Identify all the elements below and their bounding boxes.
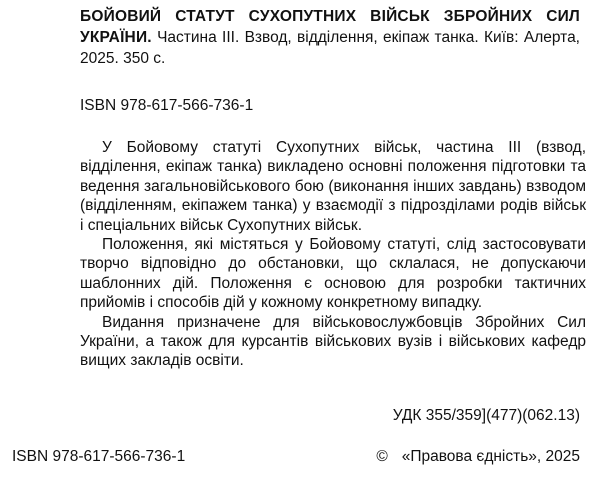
copyright-icon: © (376, 448, 388, 465)
abstract-paragraph: У Бойовому статуті Сухопутних військ, частина III (взвод, відділення, екіпаж танка) викладено основні положення підготовки та ведення загальновійськового бою (виконання інших завдань) взводом (відділенням, екіпажем танка) у взаємодії з підрозділами родів військ і спеціальних військ Сухопутних військ. (80, 139, 586, 234)
udc-code: УДК 355/359](477)(062.13) (392, 407, 580, 424)
abstract-paragraph: Видання призначене для військовослужбовців Збройних Сил України, а також для курсантів військових вузів і військових кафедр вищих закладів освіти. (80, 313, 586, 370)
abstract (80, 138, 586, 371)
copyright-notice (376, 446, 580, 467)
isbn-record: ISBN 978-617-566-736-1 (80, 97, 254, 114)
bibliographic-record (80, 6, 580, 69)
book-details: Частина III. Взвод, відділення, екіпаж танка. Київ: Алерта, 2025. 350 с. (80, 29, 580, 67)
abstract-paragraph: Положення, які містяться у Бойовому статуті, слід застосовувати творчо відповідно до обстановки, що склалася, не допускаючи шаблонних дій. Положення є основою для розробки тактичних прийомів і способів дій у кожному конкретному випадку. (80, 236, 586, 312)
isbn-footer: ISBN 978-617-566-736-1 (12, 448, 186, 465)
copyright-holder: «Правова єдність», 2025 (401, 448, 580, 465)
book-title: БОЙОВИЙ СТАТУТ СУХОПУТНИХ ВІЙСЬК ЗБРОЙНИХ СИЛ УКРАЇНИ. (80, 8, 580, 46)
